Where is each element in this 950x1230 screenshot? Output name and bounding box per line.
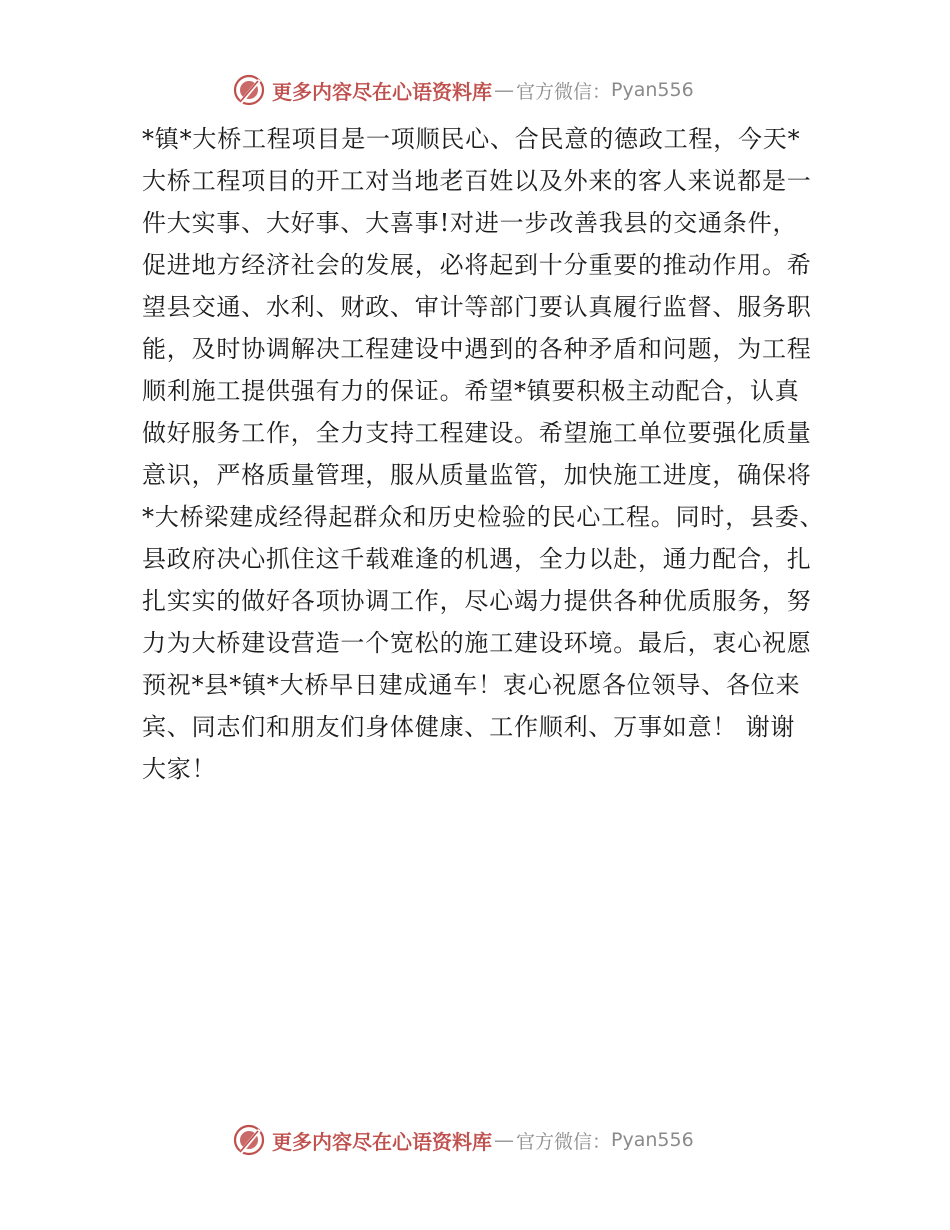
watermark-text: 更多内容尽在心语资料库 [272, 1129, 492, 1154]
paragraph-line: 能，及时协调解决工程建设中遇到的各种矛盾和问题，为工程 [142, 335, 812, 363]
paragraph-line: 县政府决心抓住这千载难逢的机遇，全力以赴，通力配合，扎 [142, 545, 812, 573]
paragraph-line: 促进地方经济社会的发展，必将起到十分重要的推动作用。希 [142, 251, 812, 279]
paragraph-line: 大桥工程项目的开工对当地老百姓以及外来的客人来说都是一 [142, 167, 812, 195]
paragraph-line: 顺利施工提供强有力的保证。希望*镇要积极主动配合，认真 [142, 377, 800, 405]
watermark-separator: — [494, 78, 514, 102]
paragraph-line: 宾、同志们和朋友们身体健康、工作顺利、万事如意！ 谢谢 [142, 713, 796, 741]
paragraph-line: 力为大桥建设营造一个宽松的施工建设环境。最后，衷心祝愿 [142, 629, 812, 657]
document-body [142, 118, 825, 790]
paragraph-line: 做好服务工作，全力支持工程建设。希望施工单位要强化质量 [142, 419, 812, 447]
footer-watermark [232, 1120, 694, 1160]
paragraph-line: *大桥梁建成经得起群众和历史检验的民心工程。同时，县委、 [142, 503, 825, 531]
watermark-contact-id: Pyan556 [611, 79, 694, 101]
paragraph-line: 扎实实的做好各项协调工作，尽心竭力提供各种优质服务，努 [142, 587, 812, 615]
watermark-separator: — [494, 1128, 514, 1152]
paragraph-line: 大家！ [142, 755, 217, 783]
paragraph-line: 件大实事、大好事、大喜事!对进一步改善我县的交通条件， [142, 209, 798, 237]
watermark-contact-prefix: 官方微信： [516, 80, 612, 103]
watermark-contact-prefix: 官方微信： [516, 1130, 612, 1153]
header-watermark [232, 70, 694, 110]
quill-seal-icon [232, 1123, 266, 1157]
quill-seal-icon [232, 73, 266, 107]
paragraph-line: *镇*大桥工程项目是一项顺民心、合民意的德政工程，今天* [142, 125, 801, 153]
watermark-text: 更多内容尽在心语资料库 [272, 79, 492, 104]
paragraph-line: 预祝*县*镇*大桥早日建成通车！衷心祝愿各位领导、各位来 [142, 671, 801, 699]
paragraph-line: 意识，严格质量管理，服从质量监管，加快施工进度，确保将 [142, 461, 812, 489]
paragraph-line: 望县交通、水利、财政、审计等部门要认真履行监督、服务职 [142, 293, 812, 321]
watermark-contact-id: Pyan556 [611, 1129, 694, 1151]
